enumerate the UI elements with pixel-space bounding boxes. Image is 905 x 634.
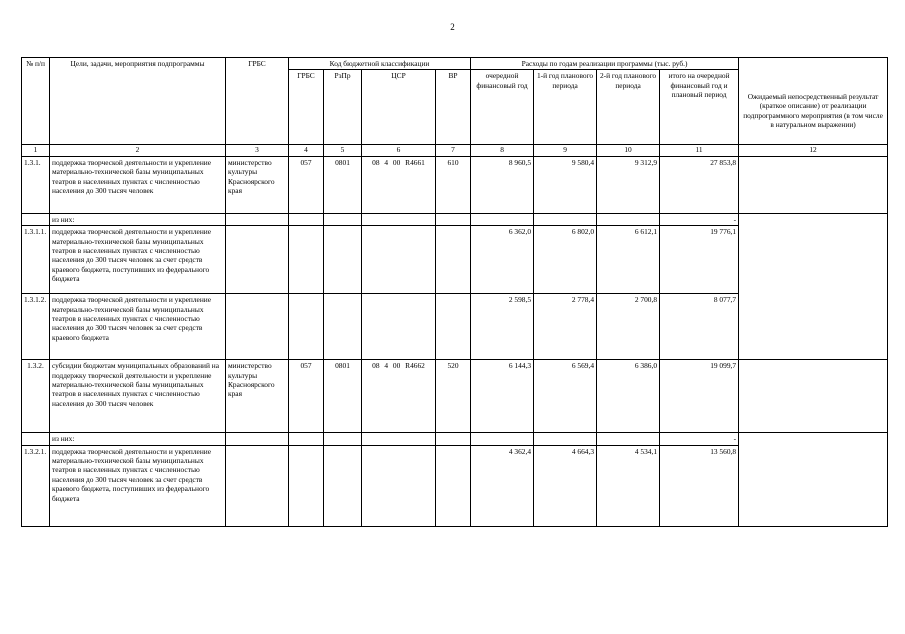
- header-rzpr: РзПр: [324, 70, 362, 145]
- row-dash: -: [660, 433, 739, 445]
- table-row: [22, 226, 888, 294]
- row-description: поддержка творческой деятельности и укрепление материально-технической базы муниципальных театров в населенных пунктах с численностью населения до 300 тысяч человек за счет средств краевого бюджета: [50, 294, 226, 360]
- row-grbs-code: 057: [289, 360, 324, 433]
- header-grbs-code: ГРБС: [289, 70, 324, 145]
- row-number: 1.3.1.2.: [22, 294, 50, 360]
- col-number: 9: [534, 145, 597, 156]
- row-csr: 08 4 00 R4661: [362, 156, 436, 213]
- table-row-subtotal-label: [22, 213, 888, 225]
- row-dash: -: [660, 213, 739, 225]
- row-number: 1.3.2.1.: [22, 445, 50, 526]
- row-value-year2: 4 534,1: [597, 445, 660, 526]
- col-number: 7: [436, 145, 471, 156]
- header-num: № п/п: [22, 58, 50, 145]
- row-description: субсидии бюджетам муниципальных образований на поддержку творческой деятельности и укрепление материально-технической базы муниципальных театров в населенных пунктах с численностью населения до 300 тысяч человек: [50, 360, 226, 433]
- col-number: 3: [226, 145, 289, 156]
- row-value-year1: 4 664,3: [534, 445, 597, 526]
- table-row: [22, 156, 888, 213]
- row-value-total: 13 560,8: [660, 445, 739, 526]
- row-value-year2: 6 386,0: [597, 360, 660, 433]
- page-number: 2: [450, 22, 455, 32]
- row-value-total: 8 077,7: [660, 294, 739, 360]
- row-value-total: 19 099,7: [660, 360, 739, 433]
- row-result: [739, 226, 888, 360]
- header-vr: ВР: [436, 70, 471, 145]
- row-description: поддержка творческой деятельности и укрепление материально-технической базы муниципальных театров в населенных пунктах с численностью населения до 300 тысяч человек за счет средств краевого бюджета, поступивших из федерального бюджета: [50, 226, 226, 294]
- row-value-year1: 9 580,4: [534, 156, 597, 213]
- row-result: [739, 156, 888, 213]
- row-value-year2: 9 312,9: [597, 156, 660, 213]
- row-value-total: 19 776,1: [660, 226, 739, 294]
- row-label: из них:: [50, 213, 226, 225]
- header-year2: 2-й год планового периода: [597, 70, 660, 145]
- row-number: 1.3.2.: [22, 360, 50, 433]
- column-numbers-row: [22, 145, 888, 156]
- header-total: итого на очередной финансовый год и плановый период: [660, 70, 739, 145]
- header-result-top: [739, 58, 888, 70]
- col-number: 11: [660, 145, 739, 156]
- row-result: [739, 445, 888, 526]
- row-value-year1: 6 569,4: [534, 360, 597, 433]
- row-value-year2: 6 612,1: [597, 226, 660, 294]
- row-csr: 08 4 00 R4662: [362, 360, 436, 433]
- header-goals: Цели, задачи, мероприятия подпрограммы: [50, 58, 226, 145]
- header-next-year: очередной финансовый год: [471, 70, 534, 145]
- row-value-next-year: 6 144,3: [471, 360, 534, 433]
- row-value-year2: 2 700,8: [597, 294, 660, 360]
- row-rzpr: 0801: [324, 156, 362, 213]
- row-value-year1: 2 778,4: [534, 294, 597, 360]
- col-number: 4: [289, 145, 324, 156]
- row-number: 1.3.1.1.: [22, 226, 50, 294]
- row-value-next-year: 8 960,5: [471, 156, 534, 213]
- program-expenses-table: [21, 57, 888, 527]
- header-budget-code: Код бюджетной классификации: [289, 58, 471, 70]
- col-number: 12: [739, 145, 888, 156]
- col-number: 10: [597, 145, 660, 156]
- header-csr: ЦСР: [362, 70, 436, 145]
- row-value-year1: 6 802,0: [534, 226, 597, 294]
- header-row-1: [22, 58, 888, 70]
- row-rzpr: 0801: [324, 360, 362, 433]
- row-vr: 520: [436, 360, 471, 433]
- row-value-next-year: 2 598,5: [471, 294, 534, 360]
- row-grbs-code: 057: [289, 156, 324, 213]
- row-description: поддержка творческой деятельности и укрепление материально-технической базы муниципальных театров в населенных пунктах с численностью населения до 300 тысяч человек: [50, 156, 226, 213]
- row-vr: 610: [436, 156, 471, 213]
- row-value-next-year: 6 362,0: [471, 226, 534, 294]
- header-year1: 1-й год планового периода: [534, 70, 597, 145]
- row-grbs: министерство культуры Красноярского края: [226, 360, 289, 433]
- col-number: 5: [324, 145, 362, 156]
- row-number: 1.3.1.: [22, 156, 50, 213]
- row-label: из них:: [50, 433, 226, 445]
- header-grbs: ГРБС: [226, 58, 289, 145]
- row-description: поддержка творческой деятельности и укрепление материально-технической базы муниципальных театров в населенных пунктах с численностью населения до 300 тысяч человек за счет средств краевого бюджета, поступивших из федерального бюджета: [50, 445, 226, 526]
- col-number: 2: [50, 145, 226, 156]
- row-value-next-year: 4 362,4: [471, 445, 534, 526]
- col-number: 6: [362, 145, 436, 156]
- table-row: [22, 360, 888, 433]
- col-number: 1: [22, 145, 50, 156]
- col-number: 8: [471, 145, 534, 156]
- header-expenses: Расходы по годам реализации программы (тыс. руб.): [471, 58, 739, 70]
- header-result: Ожидаемый непосредственный результат (краткое описание) от реализации подпрограммного мероприятия (в том числе в натуральном выражении): [739, 70, 888, 145]
- row-value-total: 27 853,8: [660, 156, 739, 213]
- row-result: [739, 360, 888, 433]
- table-row: [22, 445, 888, 526]
- row-grbs: министерство культуры Красноярского края: [226, 156, 289, 213]
- table-row-subtotal-label: [22, 433, 888, 445]
